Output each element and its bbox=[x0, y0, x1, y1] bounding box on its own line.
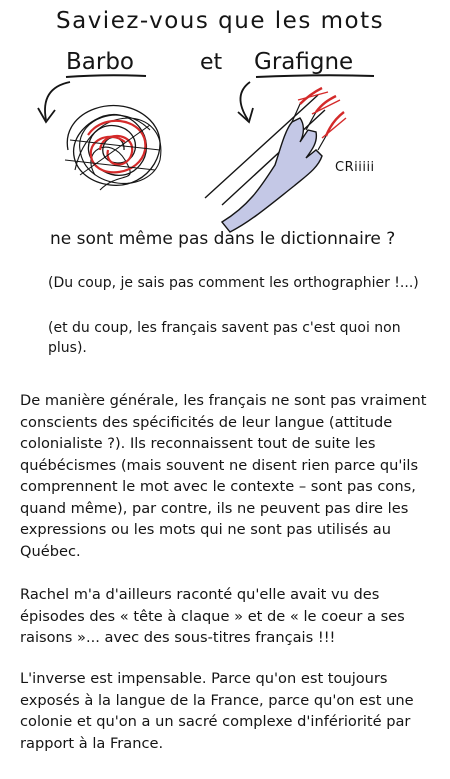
scratching-hand-drawing bbox=[222, 88, 346, 232]
aside-text-1: (Du coup, je sais pas comment les orthographier !...) bbox=[48, 275, 419, 291]
word-grafigne: Grafigne bbox=[254, 49, 354, 75]
sound-effect-label: CRiiiii bbox=[335, 160, 375, 175]
curved-arrow-left-icon bbox=[38, 82, 70, 122]
scribble-barbo-drawing bbox=[65, 106, 161, 190]
word-barbo: Barbo bbox=[66, 49, 135, 75]
connector-et: et bbox=[200, 50, 223, 75]
paragraph-1: De manière générale, les français ne sont pas vraiment conscients des spécificités de leur langue (attitude colonialiste ?). Ils reconnaissent tout de suite les québécismes (mais souvent ne disent rien parce qu'ils comprennent le mot avec le contexte – sont pas cons, quand même), par contre, ils ne peuvent pas dire les expressions ou les mots qui ne sont pas utilisés au Québec. bbox=[20, 392, 427, 560]
curved-arrow-right-icon bbox=[238, 82, 253, 122]
question-text: ne sont même pas dans le dictionnaire ? bbox=[50, 229, 396, 249]
paragraph-3: L'inverse est impensable. Parce qu'on est toujours exposés à la langue de la France, parce qu'on est une colonie et qu'on a un sacré complexe d'infériorité par rapport à la France. bbox=[20, 670, 414, 752]
paragraph-2: Rachel m'a d'ailleurs raconté qu'elle avait vu des épisodes des « tête à claque » et de « le coeur a ses raisons »... avec des sous-titres français !!! bbox=[20, 586, 405, 646]
comic-title: Saviez-vous que les mots bbox=[56, 8, 385, 34]
aside-text-2: (et du coup, les français savent pas c'est quoi non plus). bbox=[48, 320, 401, 356]
